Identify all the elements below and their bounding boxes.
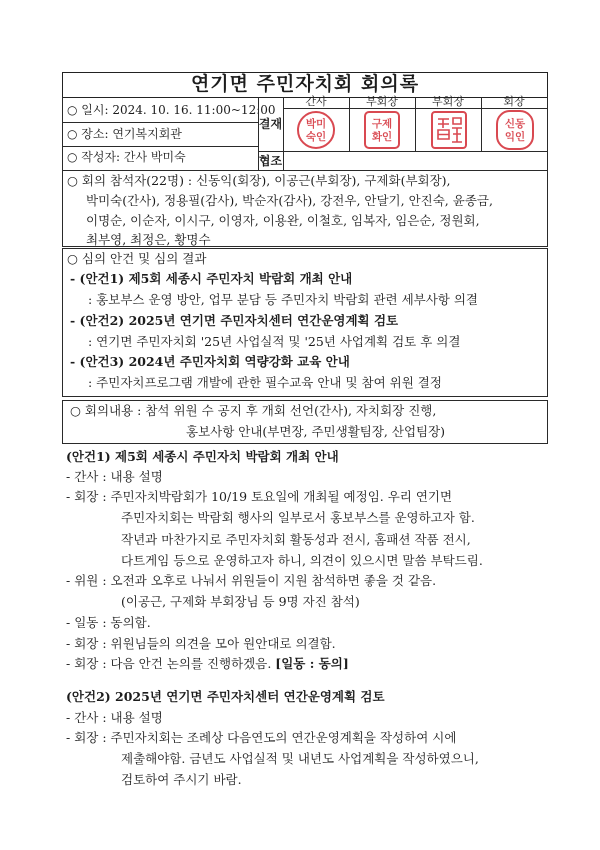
seal-vice-chair-1 (365, 112, 399, 148)
approval-role-secretary: 간사 (305, 95, 327, 108)
minutes-line: 다트게임 등으로 운영하고자 하니, 의견이 있으시면 말씀 부탁드림. (121, 553, 483, 568)
minutes-line: - 회장 : 위원님들의 의견을 모아 원안대로 의결함. (66, 636, 336, 651)
section-title: (안건1) 제5회 세종시 주민자치 박람회 개최 안내 (66, 449, 339, 464)
approval-label: 결재 (258, 117, 283, 131)
agenda-item-title: - (안건2) 2025년 연기면 주민자치센터 연간운영계획 검토 (70, 313, 399, 328)
attendees-line: 최부영, 최정은, 황명수 (86, 232, 211, 247)
meeting-date: ○ 일시: 2024. 10. 16. 11:00~12:00 (67, 103, 276, 117)
cooperation-cell (283, 151, 548, 171)
meeting-place: ○ 장소: 연기복지회관 (67, 127, 182, 141)
svg-text:숙인: 숙인 (305, 131, 327, 143)
cooperation-label: 협조 (258, 154, 283, 168)
minutes-line: - 간사 : 내용 설명 (66, 469, 163, 484)
svg-text:신동: 신동 (504, 118, 526, 130)
agenda-results-heading: ○ 심의 안건 및 심의 결과 (67, 251, 207, 266)
attendees-line: 이명순, 이순자, 이시구, 이영자, 이용완, 이철호, 임복자, 임은순, 정원회, (86, 213, 480, 228)
approval-seals (283, 108, 548, 152)
seal-vice-chair-2 (432, 112, 466, 148)
minutes-line: (이공근, 구제화 부회장님 등 9명 자진 참석) (121, 594, 360, 609)
approval-role-vice-chair-1: 부회장 (366, 95, 398, 108)
agenda-item-result: : 주민자치프로그램 개발에 관한 필수교육 안내 및 참여 위원 결정 (88, 375, 442, 390)
minutes-line: - 일동 : 동의함. (66, 615, 151, 630)
attendees-line: ○ 회의 참석자(22명) : 신동익(회장), 이공근(부회장), 구제화(부회장), (67, 173, 451, 188)
approval-role-vice-chair-2: 부회장 (432, 95, 464, 108)
svg-text:익인: 익인 (504, 131, 526, 143)
svg-text:화인: 화인 (371, 131, 393, 143)
seal-chair (497, 111, 533, 149)
seal-secretary (298, 112, 334, 148)
agenda-item-title: - (안건3) 2024년 주민자치회 역량강화 교육 안내 (70, 354, 350, 369)
meeting-content-summary: 홍보사항 안내(부면장, 주민생활팀장, 산업팀장) (186, 424, 446, 439)
info-row-divider (62, 146, 259, 147)
agenda-item-title: - (안건1) 제5회 세종시 주민자치 박람회 개최 안내 (70, 271, 353, 286)
minutes-line-text: - 회장 : 다음 안건 논의를 진행하겠음. (66, 656, 272, 671)
svg-text:박미: 박미 (305, 118, 327, 130)
meeting-content-summary: ○ 회의내용 : 참석 위원 수 공지 후 개회 선언(간사), 자치회장 진행, (70, 403, 437, 418)
info-row-divider (62, 122, 259, 123)
svg-text:구제: 구제 (371, 118, 393, 130)
consent-note: [일동 : 동의] (275, 656, 349, 671)
minutes-line: 작년과 마찬가지로 주민자치회 활동성과 전시, 홈패션 작품 전시, (121, 532, 471, 547)
minutes-line: - 위원 : 오전과 오후로 나눠서 위원들이 지원 참석하면 좋을 것 같음. (66, 573, 437, 588)
meeting-author: ○ 작성자: 간사 박미숙 (67, 150, 186, 164)
minutes-line: 제출해야함. 금년도 사업실적 및 내년도 사업계획을 작성하였으니, (121, 751, 479, 766)
minutes-line (66, 656, 349, 672)
minutes-line: 검토하여 주시기 바람. (121, 772, 242, 787)
minutes-line: 주민자치회는 박람회 행사의 일부로서 홍보부스를 운영하고자 함. (121, 510, 475, 525)
minutes-line: - 회장 : 주민자치회는 조례상 다음연도의 연간운영계획을 작성하여 시에 (66, 730, 457, 745)
minutes-line: - 회장 : 주민자치박람회가 10/19 토요일에 개최될 예정임. 우리 연기면 (66, 489, 453, 504)
approval-role-chair: 회장 (503, 95, 525, 108)
agenda-item-result: : 연기면 주민자치회 '25년 사업실적 및 '25년 사업계획 검토 후 의결 (88, 334, 461, 349)
minutes-line: - 간사 : 내용 설명 (66, 710, 163, 725)
attendees-line: 박미숙(간사), 정용필(감사), 박순자(감사), 강전우, 안달기, 안진숙, 윤종금, (86, 193, 493, 208)
section-title: (안건2) 2025년 연기면 주민자치센터 연간운영계획 검토 (66, 689, 385, 704)
document-title: 연기면 주민자치회 회의록 (62, 72, 548, 98)
agenda-item-result: : 홍보부스 운영 방안, 업무 분담 등 주민자치 박람회 관련 세부사항 의결 (88, 292, 478, 307)
